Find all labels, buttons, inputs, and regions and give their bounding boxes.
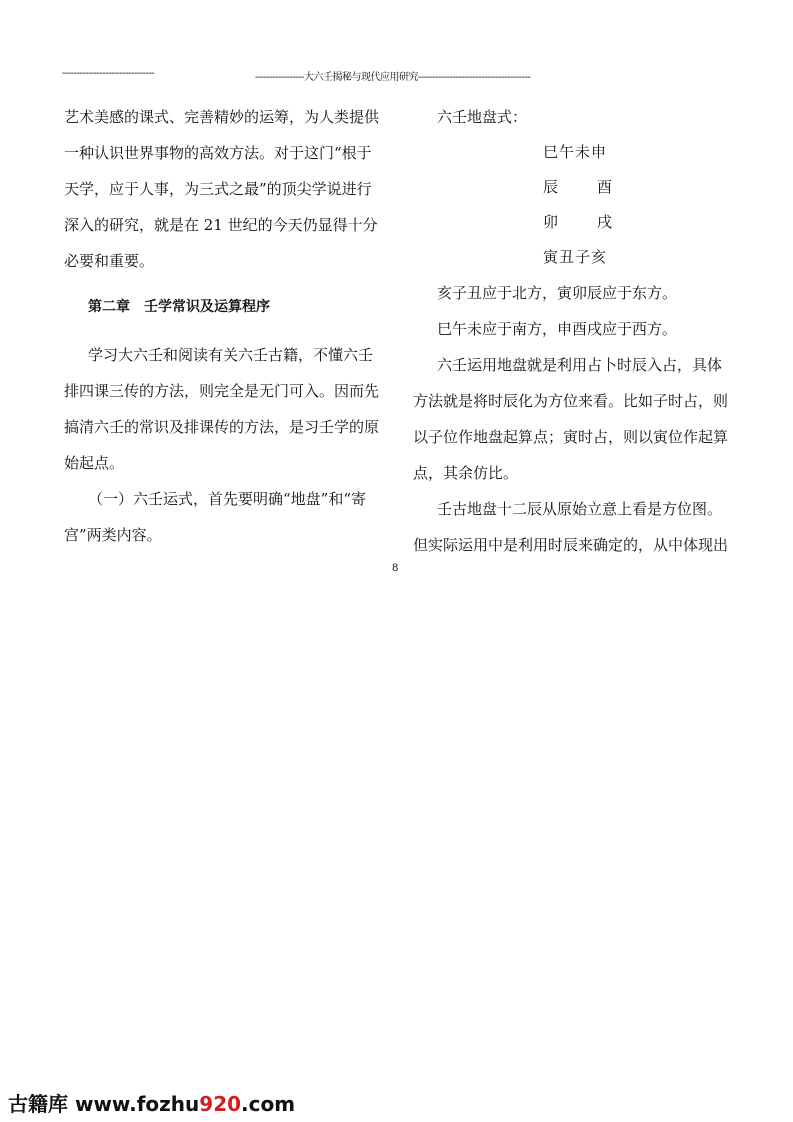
running-header: -----------------大六壬揭秘与现代应用研究--------------------------------------- [255, 72, 531, 83]
pan-row-middle [413, 170, 743, 205]
body-line: 艺术美感的课式、完善精妙的运筹，为人类提供 [64, 108, 380, 126]
body-line: 宫”两类内容。 [64, 526, 162, 544]
body-line: 必要和重要。 [64, 252, 155, 270]
body-line: 但实际运用中是利用时辰来确定的，从中体现出 [413, 536, 729, 554]
watermark-number: 920 [199, 1092, 242, 1116]
body-line: 亥子丑应于北方，寅卯辰应于东方。 [437, 284, 678, 302]
site-watermark [8, 1088, 295, 1117]
pan-row-bottom: 寅丑子亥 [543, 248, 608, 266]
body-line: 以子位作地盘起算点；寅时占，则以寅位作起算 [413, 428, 729, 446]
body-line: 六壬运用地盘就是利用占卜时辰入占，具体 [437, 356, 723, 374]
body-line: （一）六壬运式，首先要明确“地盘”和“寄 [88, 490, 367, 508]
body-line: 方法就是将时辰化为方位来看。比如子时占，则 [413, 392, 729, 410]
chapter-title: 第二章 壬学常识及运算程序 [88, 299, 270, 315]
earth-plate-diagram [413, 135, 743, 275]
body-line: 学习大六壬和阅读有关六壬古籍，不懂六壬 [88, 346, 374, 364]
body-line: 搞清六壬的常识及排课传的方法，是习壬学的原 [64, 418, 380, 436]
header-left-rule: -------------------------------- [62, 68, 155, 79]
watermark-text: 古籍库 www.fozhu [8, 1092, 200, 1116]
pan-cell: 辰 [543, 178, 560, 196]
right-column [413, 99, 743, 563]
pan-row-middle [413, 205, 743, 240]
body-line: 深入的研究，就是在 21 世纪的今天仍显得十分 [64, 216, 378, 234]
page-number: 8 [392, 563, 399, 574]
body-line: 排四课三传的方法，则完全是无门可入。因而先 [64, 382, 380, 400]
left-column [64, 99, 388, 553]
pan-title: 六壬地盘式： [437, 108, 528, 126]
body-line: 一种认识世界事物的高效方法。对于这门“根于 [64, 144, 372, 162]
pan-cell: 卯 [543, 213, 560, 231]
pan-cell: 戌 [597, 213, 614, 231]
body-line: 始起点。 [64, 454, 125, 472]
body-line: 壬古地盘十二辰从原始立意上看是方位图。 [437, 500, 723, 518]
pan-cell: 酉 [597, 178, 614, 196]
body-line: 巳午未应于南方，申酉戌应于西方。 [437, 320, 678, 338]
pan-row-top: 巳午未申 [543, 143, 608, 161]
watermark-suffix: .com [241, 1092, 296, 1116]
body-line: 点，其余仿比。 [413, 464, 519, 482]
body-line: 天学，应于人事，为三式之最”的顶尖学说进行 [64, 180, 372, 198]
